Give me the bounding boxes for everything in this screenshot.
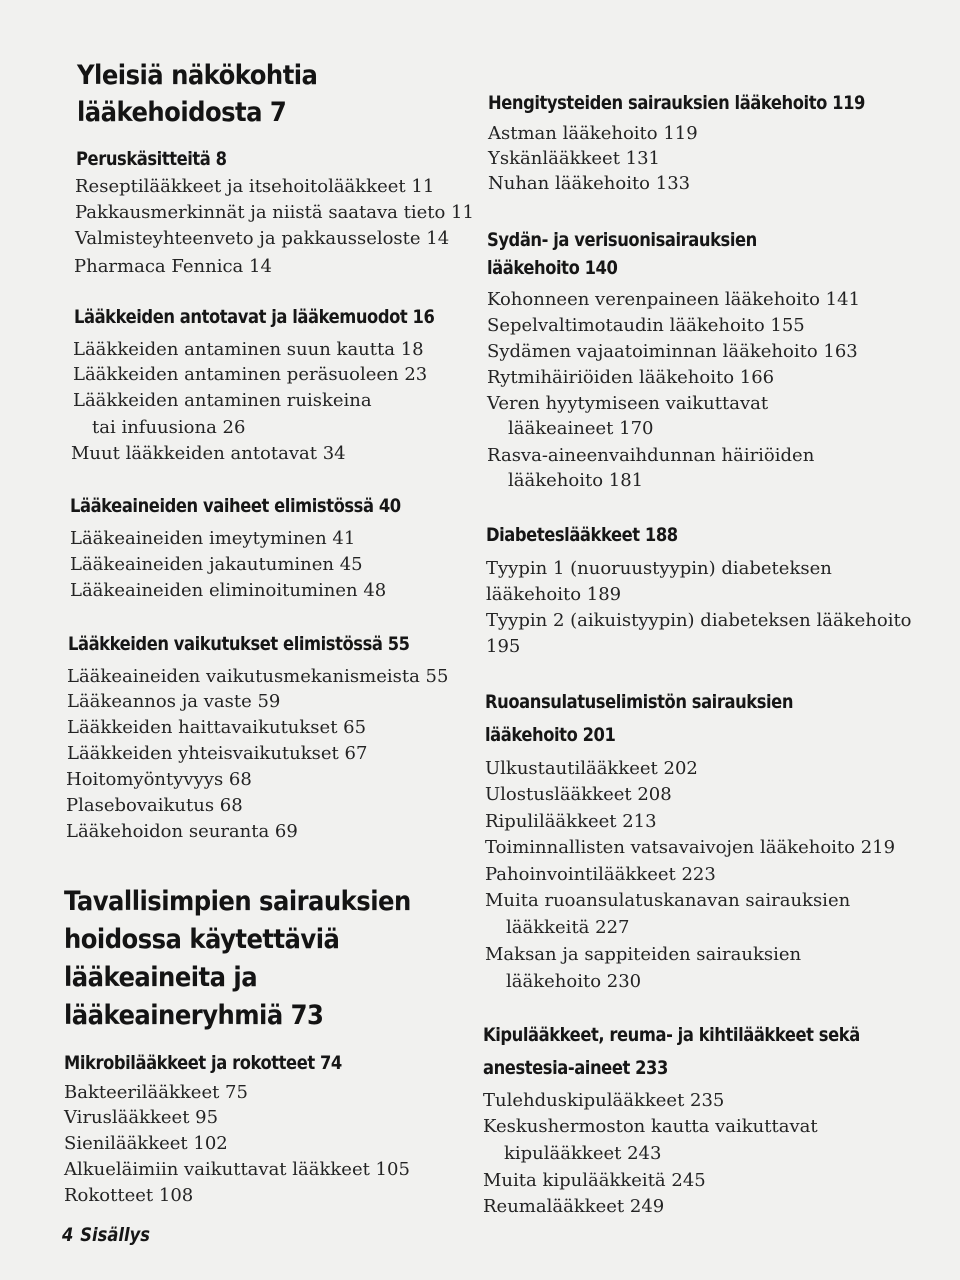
toc-entry: Alkueläimiin vaikuttavat lääkkeet 105 (64, 1159, 410, 1180)
toc-entry: Tyypin 1 (nuoruustyypin) diabeteksen (486, 558, 832, 579)
toc-entry: Lääkeaineiden imeytyminen 41 (70, 528, 356, 549)
toc-entry-continued: lääkkeitä 227 (506, 917, 630, 938)
section-title: Lääkkeiden vaikutukset elimistössä 55 (68, 633, 410, 655)
toc-entry-continued: lääkeaineet 170 (508, 418, 654, 439)
toc-entry: Rokotteet 108 (64, 1185, 194, 1206)
section-title: Lääkeaineiden vaiheet elimistössä 40 (70, 495, 401, 517)
section-title: Lääkkeiden antotavat ja lääkemuodot 16 (74, 306, 435, 328)
toc-entry: Lääkkeiden antaminen peräsuoleen 23 (73, 364, 428, 385)
section-title: Mikrobilääkkeet ja rokotteet 74 (64, 1052, 342, 1074)
toc-entry: Lääkkeiden antaminen suun kautta 18 (73, 339, 424, 360)
toc-entry: Hoitomyöntyvyys 68 (66, 769, 252, 790)
section-title-line1: Sydän- ja verisuonisairauksien (487, 229, 757, 251)
toc-entry-continued: 195 (486, 636, 521, 657)
toc-entry: Lääkehoidon seuranta 69 (66, 821, 298, 842)
section-title: Diabeteslääkkeet 188 (486, 524, 678, 546)
toc-entry: Pahoinvointilääkkeet 223 (485, 864, 716, 885)
toc-entry: Veren hyytymiseen vaikuttavat (487, 393, 769, 414)
section-title-line2: anestesia-aineet 233 (483, 1057, 668, 1079)
toc-entry: Toiminnallisten vatsavaivojen lääkehoito 219 (485, 837, 896, 858)
section-title-line1: Ruoansulatuselimistön sairauksien (485, 691, 794, 713)
footer-label: Sisällys (80, 1224, 150, 1246)
toc-entry: Sienilääkkeet 102 (64, 1133, 228, 1154)
toc-entry: Pakkausmerkinnät ja niistä saatava tieto 11 (75, 202, 474, 223)
toc-entry: Lääkeannos ja vaste 59 (67, 691, 281, 712)
toc-entry-continued: lääkehoito 189 (486, 584, 622, 605)
toc-entry: Rytmihäiriöiden lääkehoito 166 (487, 367, 775, 388)
toc-entry: Nuhan lääkehoito 133 (488, 173, 691, 194)
toc-entry-continued: tai infuusiona 26 (92, 417, 246, 438)
toc-entry: Keskushermoston kautta vaikuttavat (483, 1116, 818, 1137)
toc-entry: Astman lääkehoito 119 (488, 123, 698, 144)
toc-entry: Muita ruoansulatuskanavan sairauksien (485, 890, 851, 911)
toc-entry: Ripulilääkkeet 213 (485, 811, 657, 832)
toc-entry: Lääkeaineiden eliminoituminen 48 (70, 580, 387, 601)
toc-entry: Tyypin 2 (aikuistyypin) diabeteksen lääkehoito (486, 610, 912, 631)
toc-entry: Reseptilääkkeet ja itsehoitolääkkeet 11 (75, 176, 435, 197)
toc-entry: Sepelvaltimotaudin lääkehoito 155 (487, 315, 805, 336)
part2-title-line2: hoidossa käytettäviä (64, 924, 340, 955)
section-title-line2: lääkehoito 140 (487, 257, 618, 279)
part2-title-line1: Tavallisimpien sairauksien (64, 886, 411, 917)
section-title: Peruskäsitteitä 8 (76, 148, 227, 170)
toc-entry: Muut lääkkeiden antotavat 34 (71, 443, 346, 464)
toc-entry-continued: lääkehoito 230 (506, 971, 642, 992)
toc-entry: Rasva-aineenvaihdunnan häiriöiden (487, 445, 815, 466)
toc-entry: Sydämen vajaatoiminnan lääkehoito 163 (487, 341, 858, 362)
toc-entry: Lääkeaineiden vaikutusmekanismeista 55 (67, 666, 449, 687)
toc-entry: Plasebovaikutus 68 (66, 795, 243, 816)
section-title-line1: Kipulääkkeet, reuma- ja kihtilääkkeet sekä (483, 1024, 860, 1046)
part1-title-line1: Yleisiä näkökohtia (77, 60, 318, 91)
section-title-line2: lääkehoito 201 (485, 724, 616, 746)
section-title: Hengitysteiden sairauksien lääkehoito 119 (488, 92, 865, 114)
toc-entry: Pharmaca Fennica 14 (74, 256, 272, 277)
page-number: 4 (62, 1224, 74, 1246)
toc-entry: Lääkkeiden antaminen ruiskeina (73, 390, 372, 411)
toc-entry: Lääkkeiden haittavaikutukset 65 (67, 717, 367, 738)
part1-title-line2: lääkehoidosta 7 (77, 97, 287, 128)
part2-title-line3: lääkeaineita ja (64, 962, 258, 993)
toc-entry-continued: lääkehoito 181 (508, 470, 644, 491)
toc-entry: Maksan ja sappiteiden sairauksien (485, 944, 802, 965)
toc-entry: Tulehduskipulääkkeet 235 (483, 1090, 725, 1111)
toc-entry: Lääkkeiden yhteisvaikutukset 67 (67, 743, 368, 764)
toc-entry: Viruslääkkeet 95 (64, 1107, 219, 1128)
toc-entry-continued: kipulääkkeet 243 (504, 1143, 662, 1164)
toc-entry: Ulkustautilääkkeet 202 (485, 758, 698, 779)
toc-entry: Bakteerilääkkeet 75 (64, 1082, 248, 1103)
page-footer (62, 1224, 150, 1246)
part2-title-line4: lääkeaineryhmiä 73 (64, 1000, 324, 1031)
toc-entry: Muita kipulääkkeitä 245 (483, 1170, 706, 1191)
toc-entry: Lääkeaineiden jakautuminen 45 (70, 554, 363, 575)
toc-entry: Valmisteyhteenveto ja pakkausseloste 14 (75, 228, 450, 249)
toc-entry: Reumalääkkeet 249 (483, 1196, 665, 1217)
toc-entry: Yskänlääkkeet 131 (488, 148, 661, 169)
toc-entry: Kohonneen verenpaineen lääkehoito 141 (487, 289, 861, 310)
toc-entry: Ulostuslääkkeet 208 (485, 784, 672, 805)
